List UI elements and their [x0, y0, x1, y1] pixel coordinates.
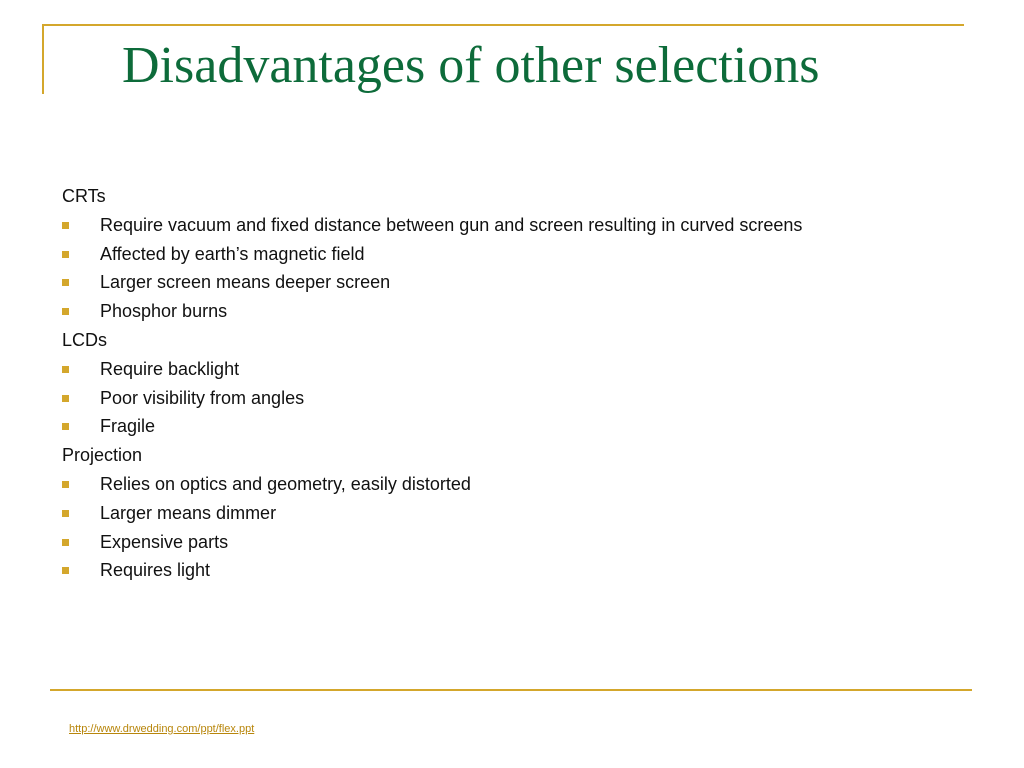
section-heading: CRTs: [62, 186, 106, 206]
square-bullet-icon: [62, 279, 69, 286]
section-lcds: [62, 326, 992, 441]
list-item-text: Larger screen means deeper screen: [100, 272, 391, 293]
bullet-list: [62, 470, 992, 585]
slide-body: [62, 182, 992, 585]
bullet-list: [62, 355, 992, 441]
list-item-text: Require vacuum and fixed distance between gun and screen resulting in curved screens: [100, 214, 803, 235]
section-projection: [62, 441, 992, 585]
list-item: [62, 211, 992, 240]
list-item-text: Phosphor burns: [100, 301, 228, 322]
list-item: [62, 499, 992, 528]
top-accent-rule: [42, 24, 964, 26]
list-item: [62, 268, 992, 297]
list-item-text: Expensive parts: [100, 531, 229, 552]
list-item: [62, 384, 992, 413]
source-link[interactable]: http://www.drwedding.com/ppt/flex.ppt: [69, 723, 255, 735]
square-bullet-icon: [62, 539, 69, 546]
section-heading: LCDs: [62, 329, 108, 350]
section-crts: [62, 182, 992, 326]
square-bullet-icon: [62, 510, 69, 517]
bottom-accent-rule: [50, 689, 972, 691]
left-accent-rule: [42, 24, 44, 94]
list-item: [62, 556, 992, 585]
list-item: [62, 240, 992, 269]
square-bullet-icon: [62, 308, 69, 315]
list-item-text: Fragile: [100, 416, 156, 437]
list-item: [62, 528, 992, 557]
bullet-list: [62, 211, 992, 326]
list-item-text: Relies on optics and geometry, easily distorted: [100, 473, 471, 494]
list-item-text: Larger means dimmer: [100, 502, 277, 523]
list-item-text: Affected by earth’s magnetic field: [100, 243, 365, 264]
square-bullet-icon: [62, 366, 69, 373]
list-item: [62, 355, 992, 384]
square-bullet-icon: [62, 251, 69, 258]
list-item: [62, 297, 992, 326]
list-item: [62, 412, 992, 441]
square-bullet-icon: [62, 395, 69, 402]
slide-title: Disadvantages of other selections: [122, 37, 820, 94]
list-item-text: Require backlight: [100, 358, 240, 379]
list-item-text: Requires light: [100, 560, 211, 581]
square-bullet-icon: [62, 481, 69, 488]
square-bullet-icon: [62, 567, 69, 574]
section-heading: Projection: [62, 445, 143, 466]
list-item: [62, 470, 992, 499]
square-bullet-icon: [62, 222, 69, 229]
square-bullet-icon: [62, 423, 69, 430]
list-item-text: Poor visibility from angles: [100, 387, 305, 408]
